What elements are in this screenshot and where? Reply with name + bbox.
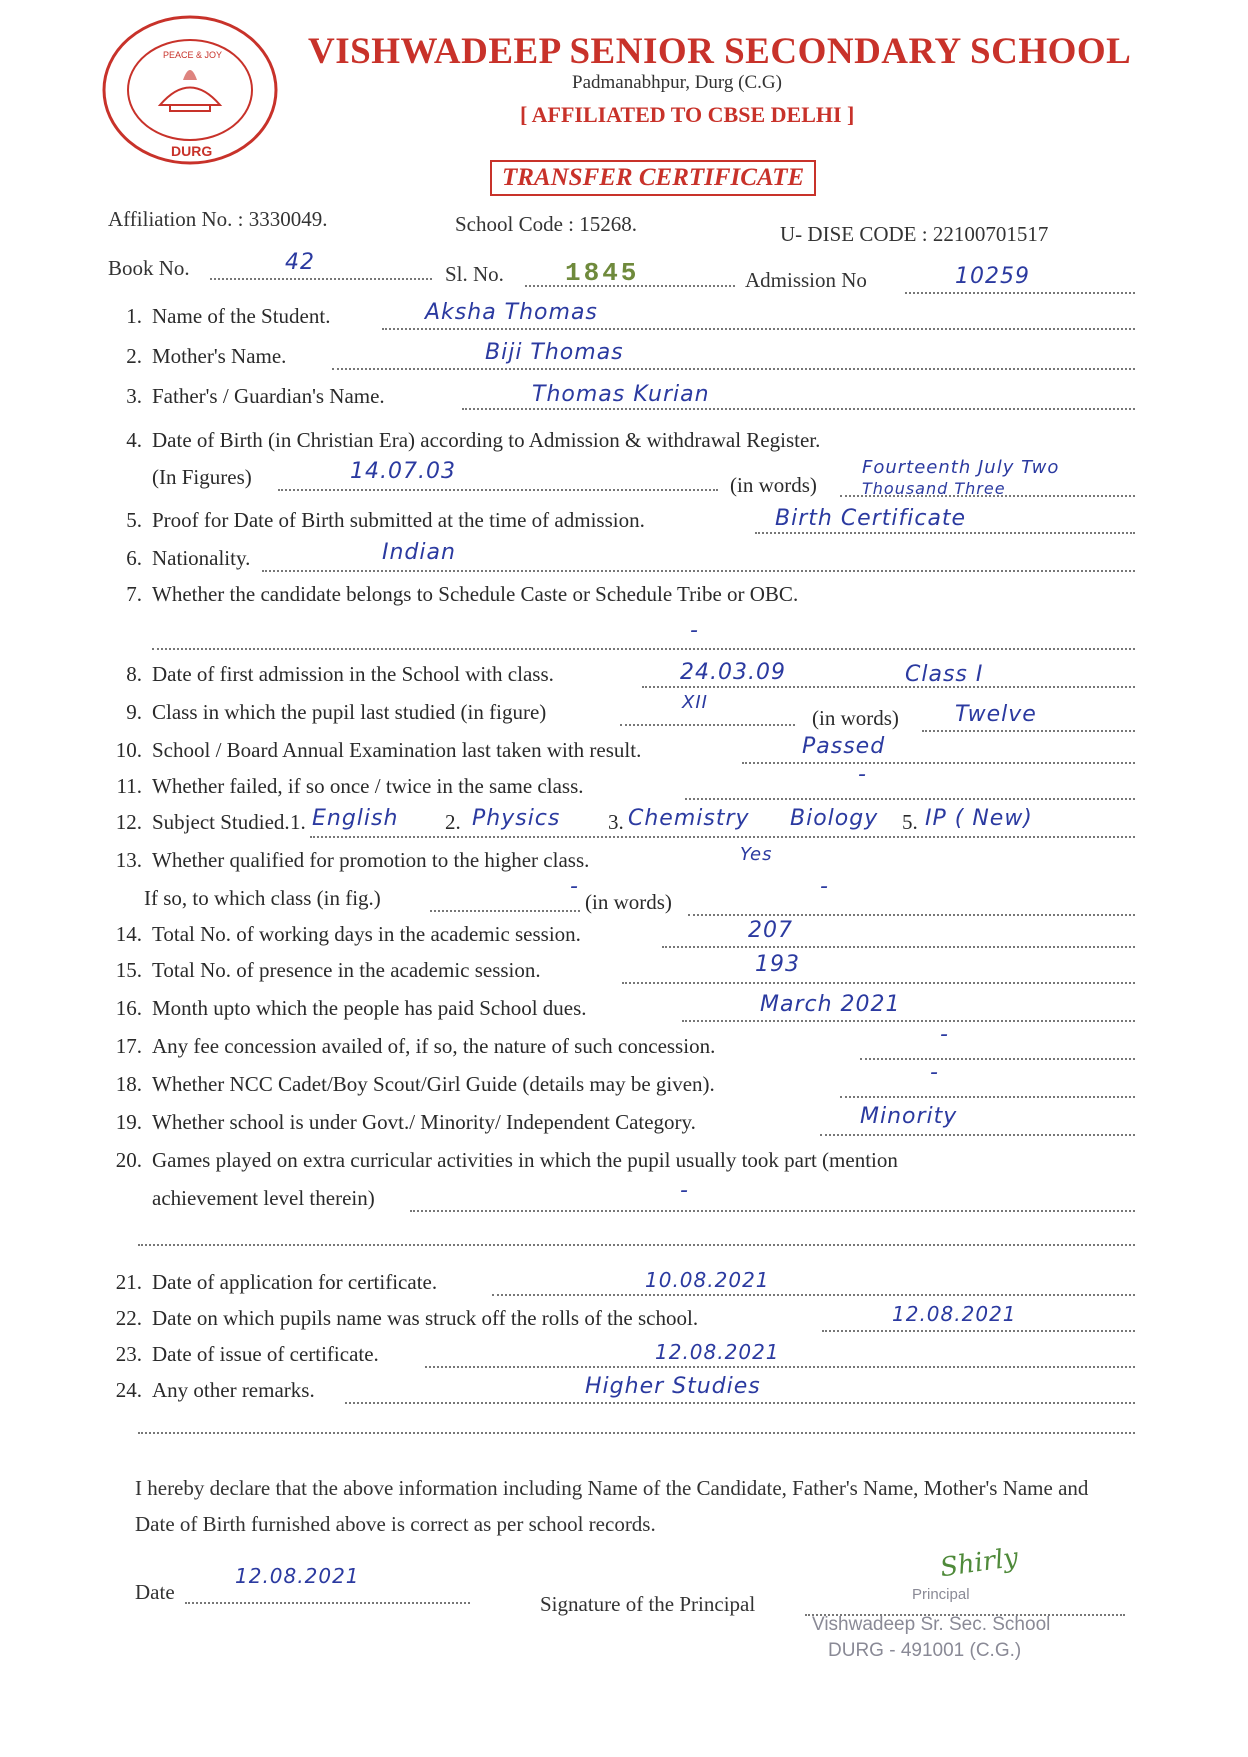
item-number: 12. [115,810,142,834]
item-number: 7. [126,582,142,606]
item-23 [100,1342,1135,1372]
item-label: Whether the candidate belongs to Schedule Caste or Schedule Tribe or OBC. [152,582,799,606]
item-number: 2. [126,344,142,368]
fill-line [860,1058,1135,1060]
item-number: 23. [115,1342,142,1366]
category-value: Minority [860,1104,958,1129]
item-label: Any fee concession availed of, if so, the nature of such concession. [152,1034,716,1058]
fill-line [642,686,1135,688]
activities-value: - [680,1178,689,1203]
item-number: 17. [115,1034,142,1058]
declaration-text: I hereby declare that the above information including Name of the Candidate, Father's Name, Mother's Name and Date of Birth furnished above is correct as per school records. [135,1476,1089,1536]
item-label: Date of first admission in the School with class. [152,662,554,686]
caste-value: - [690,618,699,643]
item-7 [100,582,1135,612]
logo-place: DURG [171,143,213,159]
sl-no-label: Sl. No. [445,262,504,286]
dob-words-value: Fourteenth July Two [862,457,1060,478]
student-name-value: Aksha Thomas [425,300,598,325]
fill-line [430,910,580,912]
item-13 [100,844,1135,878]
first-admission-date: 24.03.09 [680,660,786,685]
item-label: Class in which the pupil last studied (in figure) [152,700,547,724]
item-number: 19. [115,1110,142,1134]
item-number: 8. [126,662,142,686]
item-label: Total No. of presence in the academic session. [152,958,541,982]
nationality-value: Indian [382,540,456,565]
fill-line [310,836,1135,838]
item-20 [100,1148,1135,1178]
remarks-value: Higher Studies [585,1374,761,1399]
subject-3: Chemistry [628,806,750,831]
item-number: 1. [126,304,142,328]
dob-words-value-2: Thousand Three [862,479,1006,498]
struck-off-date-value: 12.08.2021 [892,1302,1017,1326]
affiliation-line: [ AFFILIATED TO CBSE DELHI ] [520,102,855,127]
fill-line [620,724,795,726]
item-number: 5. [126,508,142,532]
which-class-words: - [820,874,829,899]
item-8 [100,662,1135,692]
item-label: Date of Birth (in Christian Era) according to Admission & withdrawal Register. [152,428,821,452]
item-22 [100,1302,1135,1336]
sl-no-value: 1845 [565,258,640,288]
in-words-label: (in words) [812,706,899,730]
item-1 [100,300,1135,334]
subject-3-number: 3. [608,810,624,834]
last-class-figure: XII [682,692,708,713]
item-5 [100,508,1135,538]
item-label: Date of issue of certificate. [152,1342,379,1366]
item-label: School / Board Annual Examination last taken with result. [152,738,642,762]
fill-line [262,570,1135,572]
fill-line [345,1402,1135,1404]
item-12 [100,806,1135,840]
stamp-principal: Principal [912,1586,970,1603]
book-no-label: Book No. [108,256,190,280]
subject-2: Physics [472,806,561,831]
working-days-value: 207 [748,918,793,943]
date-fill-line [185,1602,470,1604]
item-label: Date of application for certificate. [152,1270,438,1294]
last-class-words: Twelve [955,702,1037,727]
footer-date-value: 12.08.2021 [235,1564,360,1588]
subject-2-number: 2. [445,810,461,834]
school-code: School Code : 15268. [455,212,637,236]
item-11 [100,762,1135,804]
school-name: VISHWADEEP SENIOR SECONDARY SCHOOL [308,31,1132,72]
item-label: Proof for Date of Birth submitted at the time of admission. [152,508,645,532]
item-3 [100,384,1135,414]
item-number: 9. [126,700,142,724]
which-class-label: If so, to which class (in fig.) [144,886,381,910]
item-9 [100,692,1135,730]
subject-4: Biology [790,806,879,831]
item-label: Any other remarks. [152,1378,315,1402]
item-6 [100,540,1135,576]
item-20-cont [100,1178,1135,1216]
item-13-sub [100,874,1135,916]
item-label: Mother's Name. [152,344,287,368]
fill-line [922,730,1135,732]
principal-signature: Shirly [938,1542,1021,1584]
item-number: 3. [126,384,142,408]
item-16 [100,992,1135,1026]
item-19 [100,1104,1135,1140]
subject-5-number: 5. [902,810,918,834]
item-label: Date on which pupils name was struck off the rolls of the school. [152,1306,699,1330]
fill-line [278,489,718,491]
item-label: Games played on extra curricular activities in which the pupil usually took part (mention [152,1148,898,1172]
item-label: Whether qualified for promotion to the higher class. [152,848,590,872]
fill-line [622,982,1135,984]
item-number: 11. [116,774,142,798]
issue-date-value: 12.08.2021 [655,1340,780,1364]
item-number: 4. [126,428,142,452]
fill-line [755,532,1135,534]
logo-motto: PEACE & JOY [163,50,223,60]
item-24 [100,1374,1135,1408]
item-number: 22. [115,1306,142,1330]
item-14 [100,918,1135,952]
item-18 [100,1060,1135,1102]
subject-5: IP ( New) [925,806,1033,831]
subject-1: English [312,806,399,831]
dues-month-value: March 2021 [760,992,901,1017]
in-figures-label: (In Figures) [152,465,252,489]
date-label: Date [135,1580,175,1604]
fill-line [840,1096,1135,1098]
item-number: 14. [115,922,142,946]
item-label: Month upto which the people has paid School dues. [152,996,587,1020]
stamp-address: DURG - 491001 (C.G.) [828,1640,1022,1661]
item-15 [100,952,1135,988]
fill-line [742,762,1135,764]
promotion-value: Yes [740,844,773,865]
admission-no-dots [905,292,1135,294]
fill-line [682,1020,1135,1022]
affiliation-no: Affiliation No. : 3330049. [108,207,328,231]
in-words-label: (in words) [585,890,672,914]
in-words-label: (in words) [730,473,817,497]
principal-signature-label: Signature of the Principal [540,1592,756,1616]
udise-code: U- DISE CODE : 22100701517 [780,222,1049,246]
certificate-title: TRANSFER CERTIFICATE [490,160,816,196]
item-20-fill-line-2 [138,1244,1135,1246]
item-number: 20. [115,1148,142,1172]
stamp-school: Vishwadeep Sr. Sec. School [812,1614,1051,1635]
failed-value: - [858,762,867,787]
fill-line [820,1134,1135,1136]
which-class-value: - [570,874,579,899]
item-2 [100,340,1135,374]
item-label: Father's / Guardian's Name. [152,384,385,408]
dob-proof-value: Birth Certificate [775,506,967,531]
item-label: Name of the Student. [152,304,331,328]
item-10 [100,734,1135,768]
application-date-value: 10.08.2021 [645,1268,770,1292]
book-no-dots [210,278,432,280]
dob-figures-value: 14.07.03 [350,459,456,484]
item-number: 18. [115,1072,142,1096]
item-21 [100,1270,1135,1300]
fill-line [462,408,1135,410]
fill-line [662,946,1135,948]
school-logo [95,10,285,170]
book-no-value: 42 [285,250,315,275]
item-number: 16. [115,996,142,1020]
fill-line [492,1294,1135,1296]
exam-result-value: Passed [802,734,886,759]
subject-1-number: 1. [290,810,306,834]
fill-line [688,914,1135,916]
fill-line [382,328,1135,330]
mother-name-value: Biji Thomas [485,340,624,365]
item-4-figures [100,457,1135,498]
item-number: 15. [115,958,142,982]
father-name-value: Thomas Kurian [532,382,710,407]
item-number: 6. [126,546,142,570]
item-4 [100,428,1135,458]
fill-line [822,1330,1135,1332]
item-7-fill-line [152,648,1135,650]
item-label: Total No. of working days in the academic session. [152,922,581,946]
fill-line [410,1210,1135,1212]
item-17 [100,1022,1135,1064]
item-label: Subject Studied. [152,810,290,834]
item-number: 21. [115,1270,142,1294]
fill-line [685,798,1135,800]
first-admission-class: Class I [905,662,984,687]
school-address: Padmanabhpur, Durg (C.G) [572,72,782,93]
admission-no-label: Admission No [745,268,867,292]
item-number: 10. [115,738,142,762]
fill-line [425,1366,1135,1368]
fill-line [332,368,1135,370]
item-label-cont: achievement level therein) [152,1186,375,1210]
item-label: Whether school is under Govt./ Minority/ Independent Category. [152,1110,696,1134]
item-number: 13. [115,848,142,872]
item-label: Whether failed, if so once / twice in the same class. [152,774,584,798]
admission-no-value: 10259 [955,264,1030,289]
item-label: Nationality. [152,546,251,570]
fee-concession-value: - [940,1022,949,1047]
item-label: Whether NCC Cadet/Boy Scout/Girl Guide (details may be given). [152,1072,715,1096]
presence-value: 193 [755,952,800,977]
remarks-fill-line-2 [138,1432,1135,1434]
item-number: 24. [115,1378,142,1402]
ncc-value: - [930,1060,939,1085]
